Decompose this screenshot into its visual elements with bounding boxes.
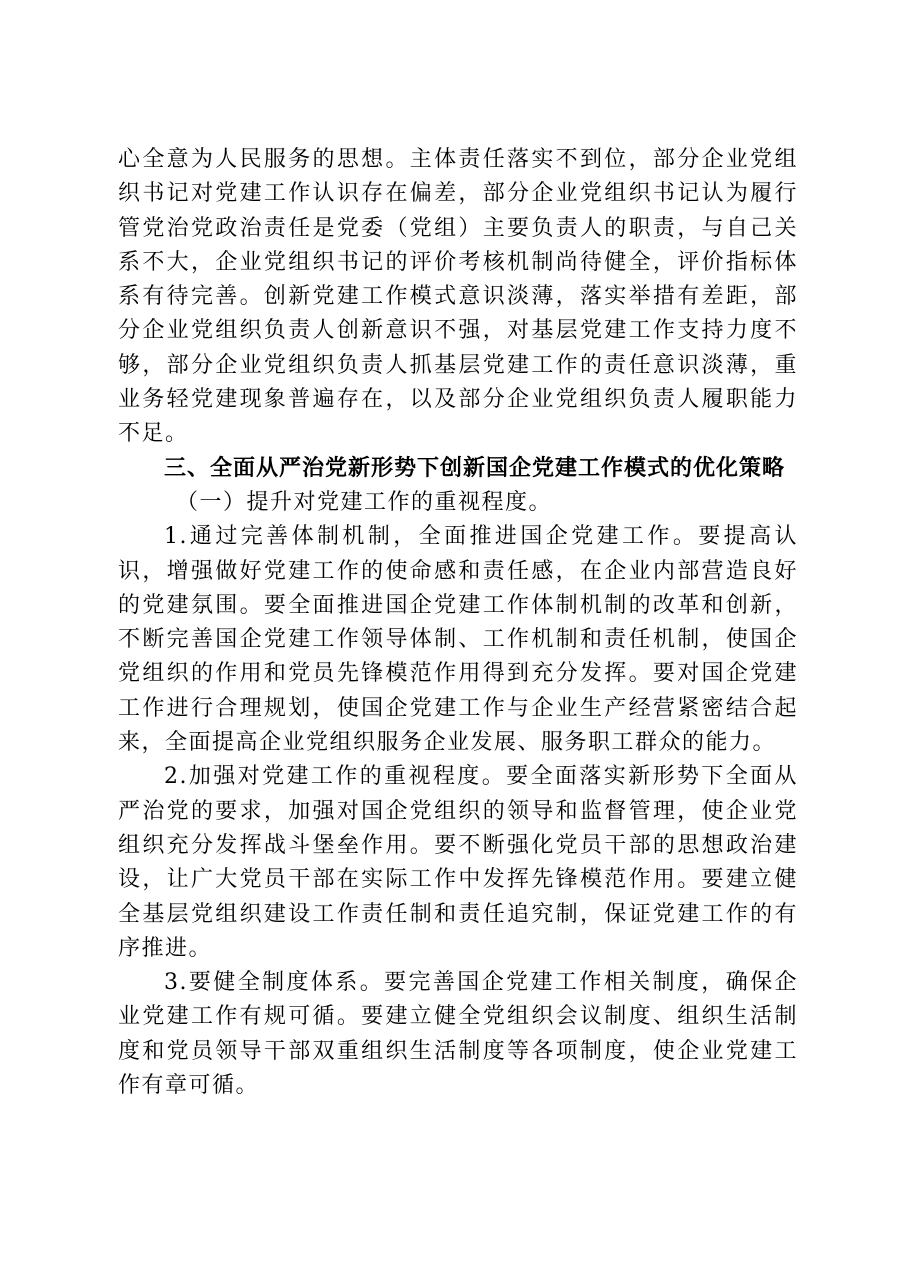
body-paragraph-1: 1.通过完善体制机制，全面推进国企党建工作。要提高认识，增强做好党建工作的使命感和责任感，在企业内部营造良好的党建氛围。要全面推进国企党建工作体制机制的改革和创新，不断完善国企党建工作领导体制、工作机制和责任机制，使国企党组织的作用和党员先锋模范作用得到充分发挥。要对国企党建工作进行合理规划，使国企党建工作与企业生产经营紧密结合起来，全面提高企业党组织服务企业发展、服务职工群众的能力。	[118, 524, 798, 756]
body-paragraph-continued: 心全意为人民服务的思想。主体责任落实不到位，部分企业党组织书记对党建工作认识存在偏差，部分企业党组织书记认为履行管党治党政治责任是党委（党组）主要负责人的职责，与自己关系不大，企业党组织书记的评价考核机制尚待健全，评价指标体系有待完善。创新党建工作模式意识淡薄，落实举措有差距，部分企业党组织负责人创新意识不强，对基层党建工作支持力度不够，部分企业党组织负责人抓基层党建工作的责任意识淡薄，重业务轻党建现象普遍存在，以及部分企业党组织负责人履职能力不足。	[118, 147, 798, 447]
document-page	[118, 143, 798, 1103]
section-heading: 三、全面从严治党新形势下创新国企党建工作模式的优化策略	[164, 455, 786, 481]
subsection-heading: （一）提升对党建工作的重视程度。	[176, 489, 553, 515]
body-paragraph-2: 2.加强对党建工作的重视程度。要全面落实新形势下全面从严治党的要求，加强对国企党组织的领导和监督管理，使企业党组织充分发挥战斗堡垒作用。要不断强化党员干部的思想政治建设，让广大党员干部在实际工作中发挥先锋模范作用。要建立健全基层党组织建设工作责任制和责任追究制，保证党建工作的有序推进。	[118, 764, 798, 961]
body-paragraph-3: 3.要健全制度体系。要完善国企党建工作相关制度，确保企业党建工作有规可循。要建立健全党组织会议制度、组织生活制度和党员领导干部双重组织生活制度等各项制度，使企业党建工作有章可循。	[118, 970, 798, 1099]
